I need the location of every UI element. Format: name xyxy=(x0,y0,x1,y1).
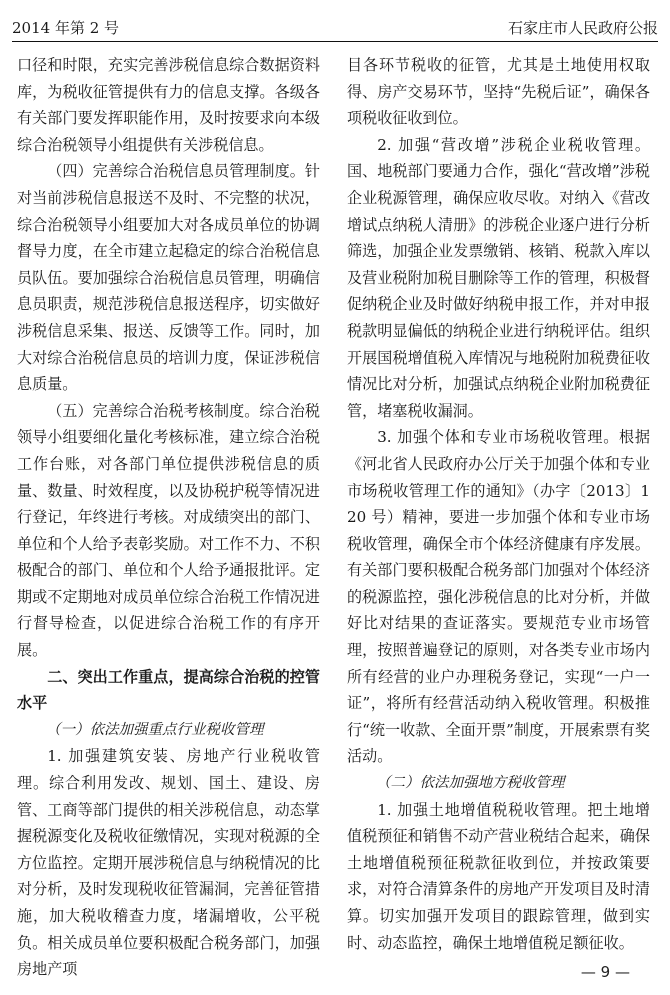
publication-title: 石家庄市人民政府公报 xyxy=(507,19,658,37)
paragraph-continuation: 目各环节税收的征管，尤其是土地使用权取得、房产交易环节，坚持“先税后证”，确保各项税收征收到位。 xyxy=(347,56,650,128)
header-rule xyxy=(12,41,658,42)
issue-label: 2014 年第 2 号 xyxy=(12,19,120,37)
paragraph: （四）完善综合治税信息员管理制度。针对当前涉税信息报送不及时、不完整的状况，综合治税领导小组要加大对各成员单位的协调督导力度，在全市建立起稳定的综合治税信息员队伍。要加强综合治税信息员管理，明确信息员职责，规范涉税信息报送程序，切实做好涉税信息采集、报送、反馈等工作。同时，加大对综合治税信息员的培训力度，保证涉税信息质量。 xyxy=(17,162,320,394)
paragraph: 2. 加强“营改增”涉税企业税收管理。国、地税部门要通力合作，强化“营改增”涉税企业税源管理，确保应收尽收。对纳入《营改增试点纳税人清册》的涉税企业逐户进行分析筛选，加强企业发票缴销、核销、税款入库以及营业税附加税目删除等工作的管理，积极督促纳税企业及时做好纳税申报工作，并对申报税款明显偏低的纳税企业进行纳税评估。组织开展国税增值税入库情况与地税附加税费征收情况比对分析，加强试点纳税企业附加税费征管，堵塞税收漏洞。 xyxy=(347,135,650,420)
page-number: — 9 — xyxy=(580,963,630,981)
paragraph-continuation: 口径和时限，充实完善涉税信息综合数据资料库，为税收征管提供有力的信息支撑。各级各有关部门要发挥职能作用，及时按要求向本级综合治税领导小组提供有关涉税信息。 xyxy=(17,56,320,154)
section-heading: 二、突出工作重点，提高综合治税的控管水平 xyxy=(17,667,320,713)
paragraph: （五）完善综合治税考核制度。综合治税领导小组要细化量化考核标准，建立综合治税工作台账，对各部门单位提供涉税信息的质量、数量、时效程度，以及协税护税等情况进行登记，年终进行考核。对成绩突出的部门、单位和个人给予表彰奖励。对工作不力、不积极配合的部门、单位和个人给予通报批评。定期或不定期地对成员单位综合治税工作情况进行督导检查，以促进综合治税工作的有序开展。 xyxy=(17,401,320,660)
left-column xyxy=(17,52,320,983)
right-column xyxy=(347,52,650,956)
subsection-heading: （一）依法加强重点行业税收管理 xyxy=(46,721,264,738)
subsection-heading: （二）依法加强地方税收管理 xyxy=(376,775,565,792)
paragraph: 1. 加强土地增值税税收管理。把土地增值税预征和销售不动产营业税结合起来，确保土地增值税预征税款征收到位，并按政策要求，对符合清算条件的房地产开发项目及时清算。切实加强开发项目的跟踪管理，做到实时、动态监控，确保土地增值税足额征收。 xyxy=(347,800,650,952)
paragraph: 1. 加强建筑安装、房地产行业税收管理。综合利用发改、规划、国土、建设、房管、工商等部门提供的相关涉税信息，动态掌握税源变化及税收征缴情况，实现对税源的全方位监控。定期开展涉税信息与纳税情况的比对分析，及时发现税收征管漏洞，完善征管措施，加大税收稽查力度，堵漏增收，公平税负。相关成员单位要积极配合税务部门，加强房地产项 xyxy=(17,747,320,979)
page-header xyxy=(12,8,658,38)
paragraph: 3. 加强个体和专业市场税收管理。根据《河北省人民政府办公厅关于加强个体和专业市场税收管理工作的通知》（办字〔2013〕120 号）精神，要进一步加强个体和专业市场税收管理，确保全市个体经济健康有序发展。有关部门要积极配合税务部门加强对个体经济的税源监控，强化涉税信息的比对分析，并做好比对结果的查证落实。要规范专业市场管理，按照普遍登记的原则，对各类专业市场内所有经营的业户办理税务登记，实现“一户一证”，将所有经营活动纳入税收管理。积极推行“统一收款、全面开票”制度，开展索票有奖活动。 xyxy=(347,428,650,766)
